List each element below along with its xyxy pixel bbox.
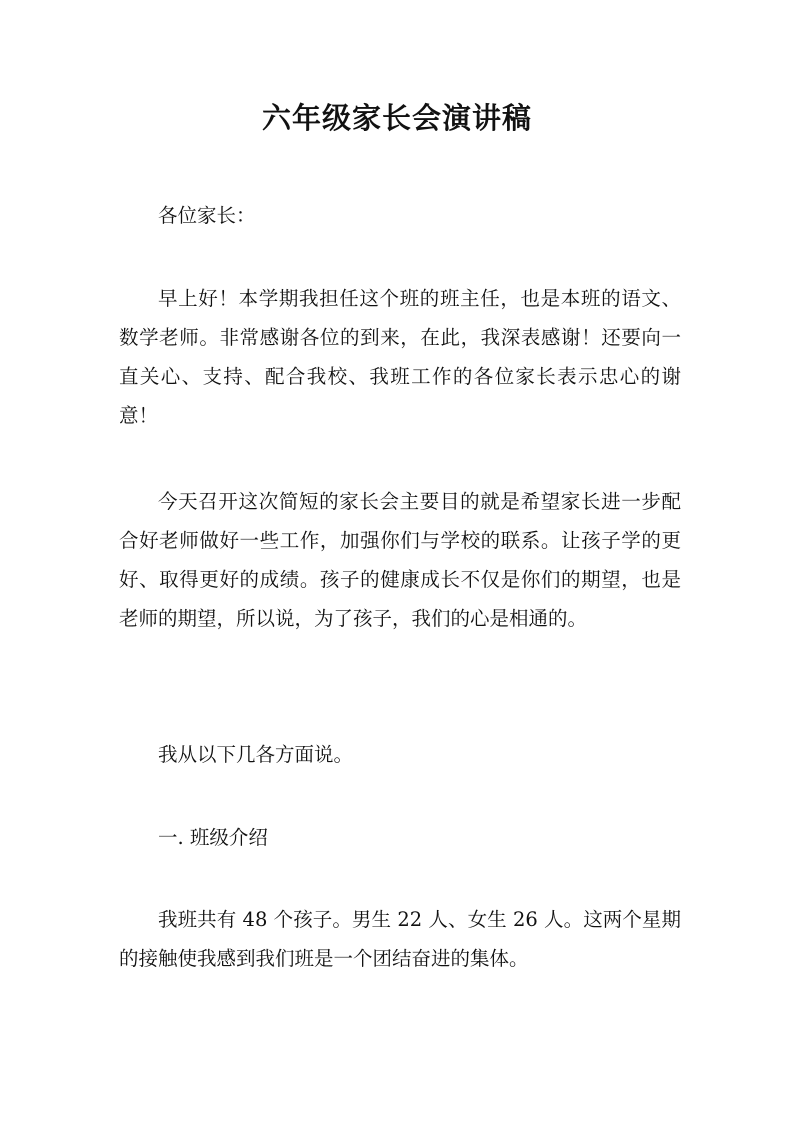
paragraph-outline: 我从以下几各方面说。 [158,743,354,766]
paragraph-purpose: 今天召开这次简短的家长会主要目的就是希望家长进一步配合好老师做好一些工作，加强你们与学校的联系。让孩子学的更好、取得更好的成绩。孩子的健康成长不仅是你们的期望，也是老师的期望，所以说，为了孩子，我们的心是相通的。 [119,490,681,630]
document-title: 六年级家长会演讲稿 [261,101,532,135]
section-heading-class-intro: 一. 班级介绍 [158,826,268,849]
paragraph-class-intro: 我班共有 48 个孩子。男生 22 人、女生 26 人。这两个星期的接触使我感到我们班是一个团结奋进的集体。 [119,908,681,970]
greeting: 各位家长： [158,204,256,227]
paragraph-opening: 早上好！本学期我担任这个班的班主任，也是本班的语文、数学老师。非常感谢各位的到来，在此，我深表感谢！还要向一直关心、支持、配合我校、我班工作的各位家长表示忠心的谢意！ [119,287,681,427]
